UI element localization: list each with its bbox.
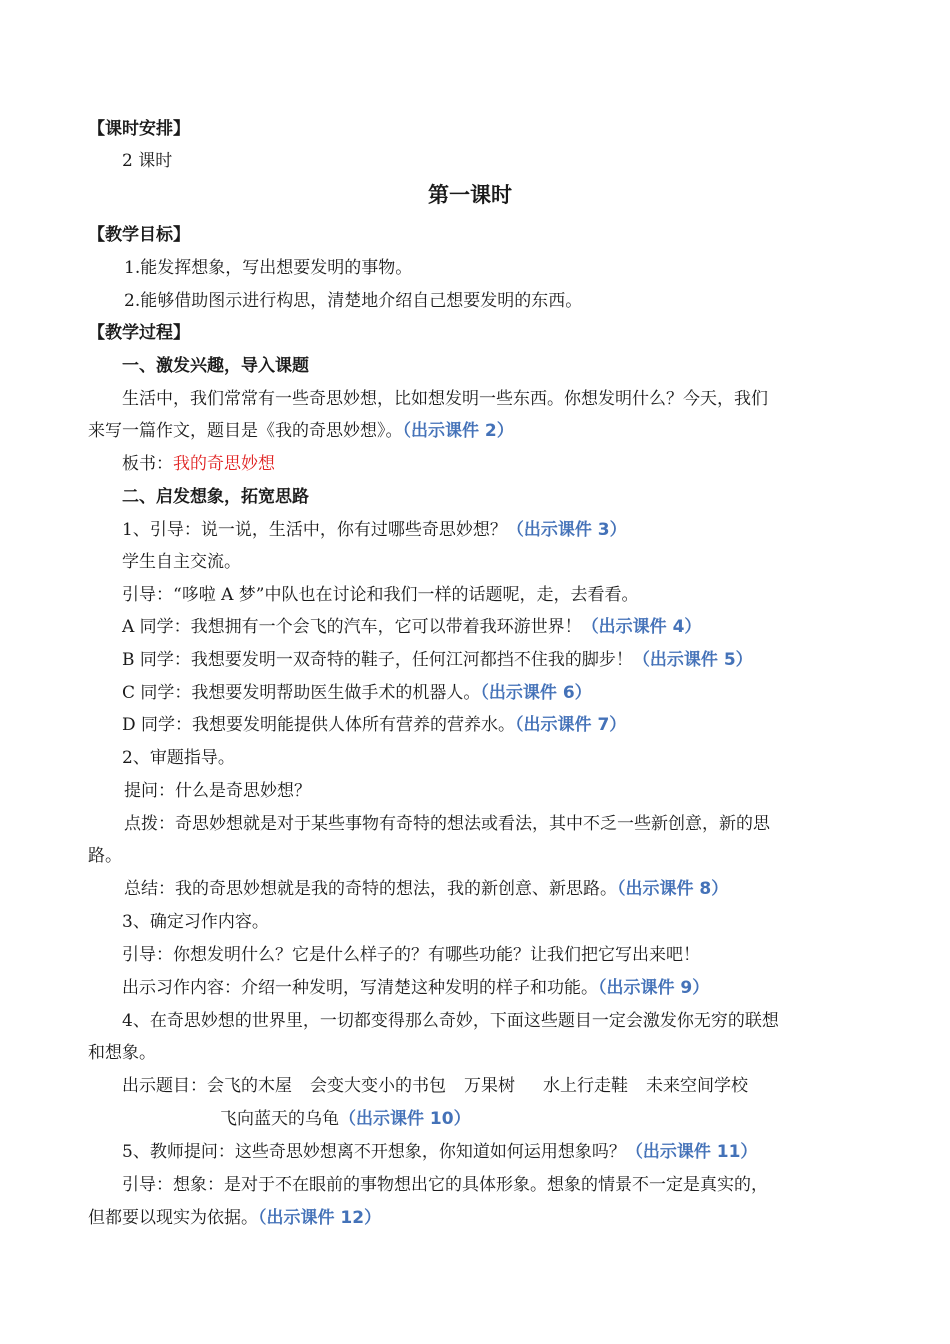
paragraph: 路。 <box>88 846 122 866</box>
paragraph <box>122 649 753 671</box>
paragraph <box>122 977 709 999</box>
paragraph-text: D 同学：我想要发明能提供人体所有营养的营养水。 <box>122 715 516 735</box>
courseware-ref: （出示课件 6） <box>480 683 592 703</box>
courseware-ref: （出示课件 5） <box>632 650 753 670</box>
paragraph <box>122 616 701 638</box>
topic: 万果树 <box>464 1076 515 1096</box>
paragraph-text: 出示习作内容：介绍一种发明，写清楚这种发明的样子和功能。 <box>122 978 598 998</box>
paragraph: 引导：你想发明什么？它是什么样子的？有哪些功能？让我们把它写出来吧！ <box>122 945 700 965</box>
paragraph-text: B 同学：我想要发明一双奇特的鞋子，任何江河都挡不住我的脚步！ <box>122 650 633 670</box>
courseware-ref: （出示课件 12） <box>258 1208 382 1228</box>
paragraph-text: C 同学：我想要发明帮助医生做手术的机器人。 <box>122 683 481 703</box>
schedule-value: 2 课时 <box>122 151 173 171</box>
courseware-ref: （出示课件 8） <box>617 879 729 899</box>
paragraph-text: 总结：我的奇思妙想就是我的奇特的想法，我的新创意、新思路。 <box>124 879 617 899</box>
courseware-ref: （出示课件 3） <box>506 520 627 540</box>
topic: 会飞的木屋 <box>207 1076 292 1096</box>
courseware-ref: （出示课件 2） <box>402 421 514 441</box>
courseware-ref: （出示课件 10） <box>339 1109 471 1129</box>
courseware-ref: （出示课件 11） <box>625 1142 758 1162</box>
objective-item: 1.能发挥想象，写出想要发明的事物。 <box>124 258 413 278</box>
paragraph <box>88 1207 381 1229</box>
topic: 未来空间学校 <box>646 1076 748 1096</box>
topics-list-cont <box>220 1108 471 1130</box>
topics-list <box>122 1075 748 1097</box>
paragraph: 生活中，我们常常有一些奇思妙想，比如想发明一些东西。你想发明什么？今天，我们 <box>122 389 768 409</box>
topic: 水上行走鞋 <box>543 1076 628 1096</box>
courseware-ref: （出示课件 7） <box>515 715 627 735</box>
board-label: 板书： <box>122 454 173 474</box>
board-text: 我的奇思妙想 <box>173 454 275 474</box>
courseware-ref: （出示课件 9） <box>598 978 710 998</box>
paragraph <box>122 519 627 541</box>
paragraph: 点拨：奇思妙想就是对于某些事物有奇特的想法或看法，其中不乏一些新创意，新的思 <box>124 814 770 834</box>
paragraph-text: 但都要以现实为依据。 <box>88 1208 258 1228</box>
paragraph: 提问：什么是奇思妙想？ <box>124 781 311 801</box>
paragraph: 学生自主交流。 <box>122 552 241 572</box>
objectives-heading: 【教学目标】 <box>88 225 190 245</box>
objective-item: 2.能够借助图示进行构思，清楚地介绍自己想要发明的东西。 <box>124 291 583 311</box>
paragraph: 引导：想象：是对于不在眼前的事物想出它的具体形象。想象的情景不一定是真实的， <box>122 1175 768 1195</box>
paragraph: 2、审题指导。 <box>122 748 235 768</box>
paragraph <box>122 682 592 704</box>
paragraph: 引导：“哆啦 A 梦”中队也在讨论和我们一样的话题呢，走，去看看。 <box>122 585 639 605</box>
section-title: 二、启发想象，拓宽思路 <box>122 487 309 507</box>
paragraph-text: 1、引导：说一说，生活中，你有过哪些奇思妙想？ <box>122 520 507 540</box>
paragraph: 4、在奇思妙想的世界里，一切都变得那么奇妙，下面这些题目一定会激发你无穷的联想 <box>122 1011 779 1031</box>
paragraph <box>88 420 514 442</box>
paragraph <box>122 1141 757 1163</box>
paragraph-text: 5、教师提问：这些奇思妙想离不开想象，你知道如何运用想象吗？ <box>122 1142 626 1162</box>
paragraph-text: A 同学：我想拥有一个会飞的汽车，它可以带着我环游世界！ <box>122 617 582 637</box>
topics-label: 出示题目： <box>122 1076 207 1096</box>
board-writing <box>122 453 275 475</box>
courseware-ref: （出示课件 4） <box>581 617 702 637</box>
topic: 飞向蓝天的乌龟 <box>220 1109 339 1129</box>
process-heading: 【教学过程】 <box>88 323 190 343</box>
schedule-heading: 【课时安排】 <box>88 119 190 139</box>
lesson-title: 第一课时 <box>428 183 512 207</box>
topic: 会变大变小的书包 <box>310 1076 446 1096</box>
paragraph: 和想象。 <box>88 1043 156 1063</box>
paragraph <box>122 714 626 736</box>
section-title: 一、激发兴趣，导入课题 <box>122 356 309 376</box>
paragraph: 3、确定习作内容。 <box>122 912 269 932</box>
paragraph <box>124 878 728 900</box>
paragraph-text: 来写一篇作文，题目是《我的奇思妙想》。 <box>88 421 403 441</box>
